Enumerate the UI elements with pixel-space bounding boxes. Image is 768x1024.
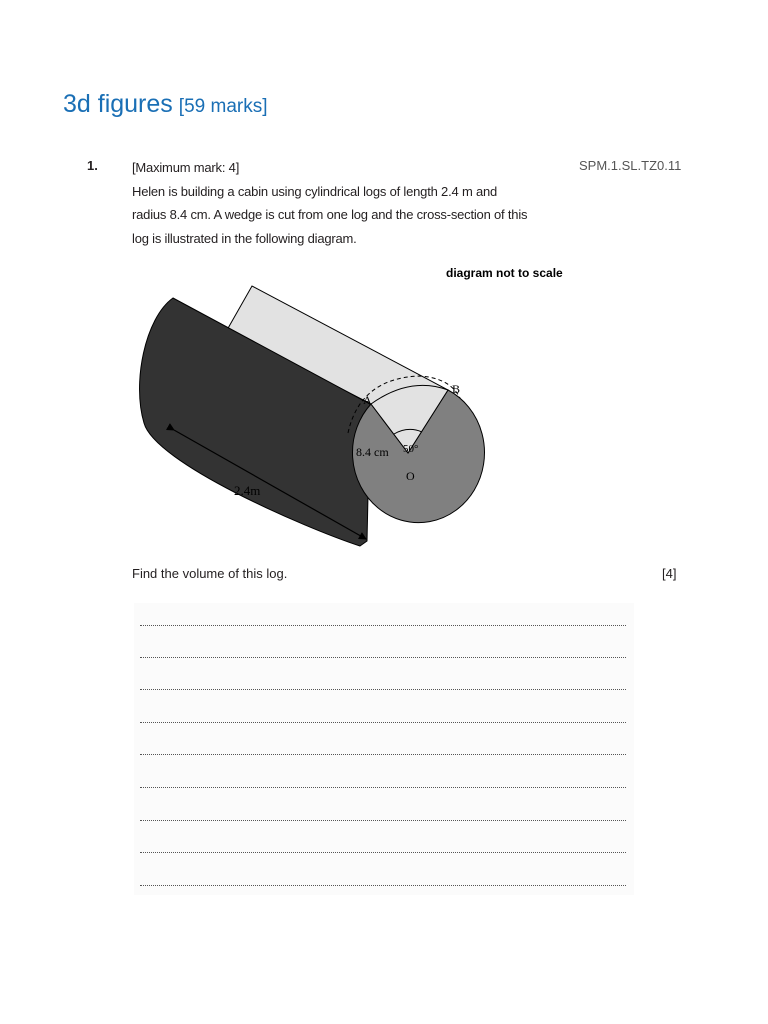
diagram-note: diagram not to scale xyxy=(446,266,563,280)
answer-line xyxy=(140,754,626,755)
question-line: log is illustrated in the following diagram. xyxy=(132,230,357,246)
label-a: A xyxy=(363,393,372,407)
question-number: 1. xyxy=(87,158,98,173)
task-marks: [4] xyxy=(662,566,677,581)
question-line: Helen is building a cabin using cylindrical logs of length 2.4 m and xyxy=(132,183,498,199)
answer-line xyxy=(140,722,626,723)
section-title xyxy=(63,90,268,119)
answer-line xyxy=(140,820,626,821)
answer-line xyxy=(140,885,626,886)
answer-line xyxy=(140,625,626,626)
answer-line xyxy=(140,852,626,853)
log-diagram xyxy=(130,258,590,553)
length-label: 2.4m xyxy=(234,483,261,498)
label-b: B xyxy=(452,382,461,396)
question-reference: SPM.1.SL.TZ0.11 xyxy=(579,158,682,173)
answer-area[interactable] xyxy=(134,603,634,895)
question-text xyxy=(132,156,582,250)
section-title-text: 3d figures xyxy=(63,90,173,118)
answer-line xyxy=(140,657,626,658)
angle-label: 50° xyxy=(403,443,419,455)
section-marks: [59 marks] xyxy=(178,96,268,117)
answer-line xyxy=(140,787,626,788)
question-line: radius 8.4 cm. A wedge is cut from one log and the cross-section of this xyxy=(132,207,528,222)
radius-label: 8.4 cm xyxy=(356,445,389,459)
task-text: Find the volume of this log. xyxy=(132,566,288,581)
answer-line xyxy=(140,689,626,690)
label-o: O xyxy=(406,469,415,483)
max-mark: [Maximum mark: 4] xyxy=(132,160,240,175)
